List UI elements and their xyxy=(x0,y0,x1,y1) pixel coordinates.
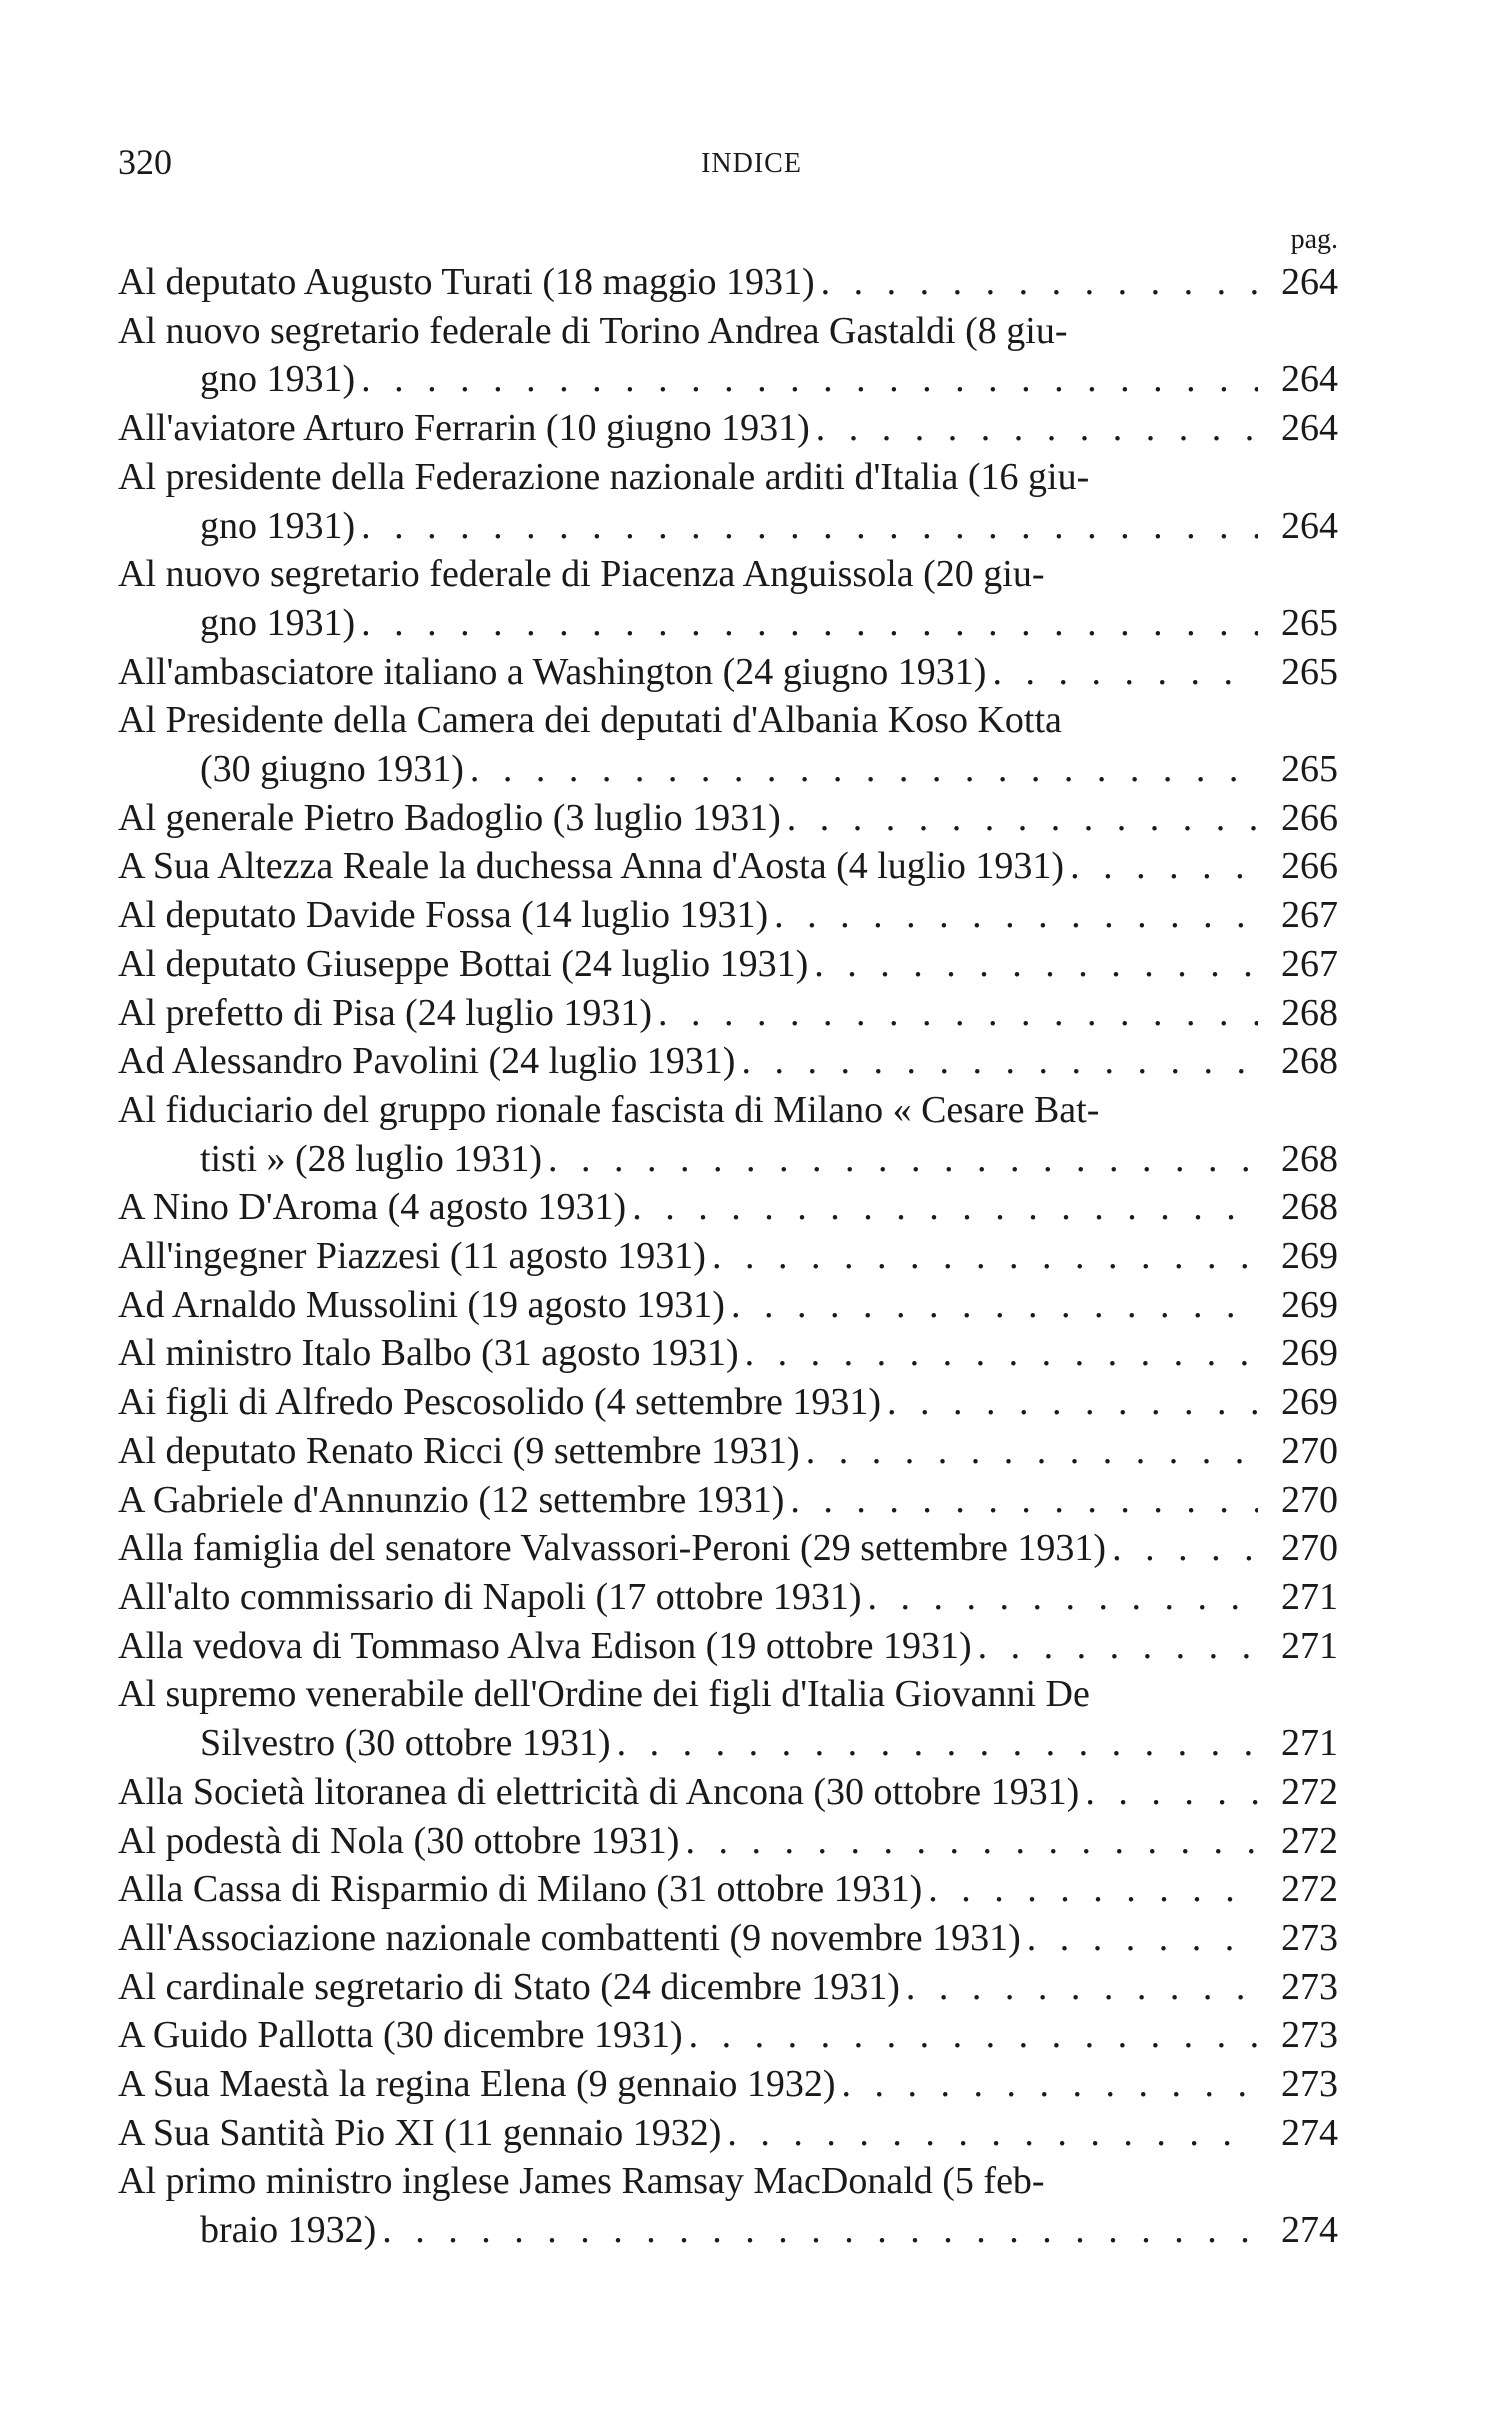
dot-leader xyxy=(548,1135,1258,1184)
index-entry-line xyxy=(118,1670,1338,1719)
index-entry-text: Al nuovo segretario federale di Torino Andrea Gastaldi (8 giu- xyxy=(118,309,1068,352)
index-entry-text: Alla famiglia del senatore Valvassori-Peroni (29 settembre 1931) xyxy=(118,1527,1107,1570)
index-entry xyxy=(118,1037,1338,1086)
index-entry-text: All'aviatore Arturo Ferrarin (10 giugno 1931) xyxy=(118,407,810,450)
index-entry-text: All'ambasciatore italiano a Washington (24 giugno 1931) xyxy=(118,650,987,693)
dot-leader xyxy=(821,258,1258,307)
dot-leader xyxy=(361,355,1258,404)
index-entry-page: 273 xyxy=(1281,2014,1338,2057)
index-entry-text: gno 1931) xyxy=(200,504,356,547)
index-entry-text: gno 1931) xyxy=(200,358,356,401)
index-entry-page: 270 xyxy=(1281,1429,1338,1472)
index-entry-text: Al primo ministro inglese James Ramsay MacDonald (5 feb- xyxy=(118,2160,1045,2203)
index-entry-line xyxy=(118,1865,1338,1914)
running-title: INDICE xyxy=(701,148,802,179)
index-entry xyxy=(118,1817,1338,1866)
index-entry-line xyxy=(118,2109,1338,2158)
index-entry-page: 268 xyxy=(1281,1137,1338,1180)
index-entry-line xyxy=(118,940,1338,989)
index-entry xyxy=(118,404,1338,453)
index-entry xyxy=(118,453,1338,550)
dot-leader xyxy=(1112,1524,1258,1573)
index-entry-text: All'Associazione nazionale combattenti (9 novembre 1931) xyxy=(118,1916,1021,1959)
index-entry-line xyxy=(118,1037,1338,1086)
index-entry-line xyxy=(118,307,1338,356)
page-number: 320 xyxy=(118,142,172,182)
index-entry-text: A Guido Pallotta (30 dicembre 1931) xyxy=(118,2014,683,2057)
index-entry xyxy=(118,794,1338,843)
index-entry-line xyxy=(118,1476,1338,1525)
index-entry xyxy=(118,307,1338,404)
dot-leader xyxy=(992,648,1258,697)
index-entry-line xyxy=(118,1281,1338,1330)
dot-leader xyxy=(906,1963,1258,2012)
index-entry-text: Al generale Pietro Badoglio (3 luglio 1931) xyxy=(118,796,781,839)
index-entry-text: Al deputato Augusto Turati (18 maggio 1931) xyxy=(118,261,815,303)
index-entry-page: 265 xyxy=(1281,601,1338,644)
index-entry xyxy=(118,1963,1338,2012)
index-entry-line xyxy=(118,453,1338,502)
dot-leader xyxy=(712,1232,1258,1281)
index-entry-line xyxy=(118,989,1338,1038)
index-entry xyxy=(118,891,1338,940)
index-entry xyxy=(118,989,1338,1038)
index-entry-text: All'alto commissario di Napoli (17 ottobre 1931) xyxy=(118,1575,862,1618)
index-entry-page: 273 xyxy=(1281,1965,1338,2008)
index-entry-line xyxy=(118,258,1338,307)
index-entry-page: 266 xyxy=(1281,845,1338,888)
dot-leader xyxy=(868,1573,1258,1622)
index-entry-page: 268 xyxy=(1281,991,1338,1034)
dot-leader xyxy=(617,1719,1258,1768)
index-entry-line xyxy=(118,1768,1338,1817)
dot-leader xyxy=(727,2109,1258,2158)
index-entry-text: Alla Società litoranea di elettricità di Ancona (30 ottobre 1931) xyxy=(118,1770,1080,1813)
index-entry-page: 270 xyxy=(1281,1527,1338,1570)
index-entry xyxy=(118,1476,1338,1525)
index-entry-page: 264 xyxy=(1281,358,1338,401)
index-entry-line xyxy=(118,1963,1338,2012)
index-entry-text: Ad Alessandro Pavolini (24 luglio 1931) xyxy=(118,1040,736,1083)
index-entry xyxy=(118,2011,1338,2060)
index-entry-page: 267 xyxy=(1281,942,1338,985)
index-entry-continuation xyxy=(118,502,1338,551)
index-entry-text: Al deputato Giuseppe Bottai (24 luglio 1931) xyxy=(118,942,809,985)
index-entry-line xyxy=(118,794,1338,843)
index-entry-page: 271 xyxy=(1281,1624,1338,1667)
index-entry-page: 272 xyxy=(1281,1868,1338,1911)
index-entry-text: Al deputato Davide Fossa (14 luglio 1931) xyxy=(118,894,769,937)
index-entry-page: 268 xyxy=(1281,1040,1338,1083)
index-entry-line xyxy=(118,2011,1338,2060)
dot-leader xyxy=(731,1281,1258,1330)
index-entry-text: A Sua Santità Pio XI (11 gennaio 1932) xyxy=(118,2111,722,2154)
index-entry xyxy=(118,1427,1338,1476)
index-entry-page: 269 xyxy=(1281,1283,1338,1326)
index-entry xyxy=(118,696,1338,793)
dot-leader xyxy=(741,1037,1258,1086)
index-entry-text: Al cardinale segretario di Stato (24 dicembre 1931) xyxy=(118,1965,900,2008)
index-entry xyxy=(118,842,1338,891)
index-entry-continuation xyxy=(118,355,1338,404)
dot-leader xyxy=(745,1329,1258,1378)
index-entry-line xyxy=(118,1573,1338,1622)
index-entry-line xyxy=(118,1232,1338,1281)
index-entry-line xyxy=(118,550,1338,599)
dot-leader xyxy=(632,1183,1258,1232)
dot-leader xyxy=(774,891,1258,940)
dot-leader xyxy=(658,989,1258,1038)
index-entry-text: Al presidente della Federazione nazionale arditi d'Italia (16 giu- xyxy=(118,455,1090,498)
dot-leader xyxy=(887,1378,1258,1427)
index-entry xyxy=(118,1183,1338,1232)
index-entry-text: A Sua Altezza Reale la duchessa Anna d'Aosta (4 luglio 1931) xyxy=(118,845,1065,888)
index-entry-text: Alla Cassa di Risparmio di Milano (31 ottobre 1931) xyxy=(118,1868,923,1911)
index-entry-text: Al fiduciario del gruppo rionale fascista di Milano « Cesare Bat- xyxy=(118,1088,1100,1131)
index-entry-page: 265 xyxy=(1281,650,1338,693)
dot-leader xyxy=(689,2011,1258,2060)
dot-leader xyxy=(842,2060,1258,2109)
index-entry-page: 274 xyxy=(1281,2209,1338,2252)
index-entry-page: 273 xyxy=(1281,2063,1338,2106)
index-entry-text: A Gabriele d'Annunzio (12 settembre 1931) xyxy=(118,1478,785,1521)
dot-leader xyxy=(361,599,1258,648)
index-entry xyxy=(118,2060,1338,2109)
index-entry-continuation xyxy=(118,2206,1338,2255)
index-entry xyxy=(118,2109,1338,2158)
index-entry-line xyxy=(118,1378,1338,1427)
index-entry-line xyxy=(118,1817,1338,1866)
index-entry-text: Al supremo venerabile dell'Ordine dei figli d'Italia Giovanni De xyxy=(118,1673,1090,1716)
index-entry xyxy=(118,1378,1338,1427)
index-entry-page: 266 xyxy=(1281,796,1338,839)
index-entry-line xyxy=(118,1524,1338,1573)
index-entry-page: 271 xyxy=(1281,1575,1338,1618)
index-entry-text: Ad Arnaldo Mussolini (19 agosto 1931) xyxy=(118,1283,725,1326)
index-entry-page: 268 xyxy=(1281,1186,1338,1229)
dot-leader xyxy=(685,1817,1258,1866)
index-entry xyxy=(118,1329,1338,1378)
dot-leader xyxy=(1085,1768,1258,1817)
index-entry xyxy=(118,550,1338,647)
index-entry-continuation xyxy=(118,1719,1338,1768)
index-entry xyxy=(118,940,1338,989)
page-column-label: pag. xyxy=(1290,224,1338,255)
index-entry xyxy=(118,1281,1338,1330)
index-entry xyxy=(118,1524,1338,1573)
index-entry-text: A Nino D'Aroma (4 agosto 1931) xyxy=(118,1186,627,1229)
dot-leader xyxy=(790,1476,1258,1525)
index-entry-text: braio 1932) xyxy=(200,2209,377,2252)
index-entry-line xyxy=(118,842,1338,891)
index-entry-text: (30 giugno 1931) xyxy=(200,748,464,791)
index-entry-page: 265 xyxy=(1281,748,1338,791)
index-entry-page: 272 xyxy=(1281,1770,1338,1813)
dot-leader xyxy=(470,745,1258,794)
index-entry-text: Al deputato Renato Ricci (9 settembre 1931) xyxy=(118,1429,800,1472)
index-entry-page: 269 xyxy=(1281,1235,1338,1278)
index-entry-page: 272 xyxy=(1281,1819,1338,1862)
index-entry-continuation xyxy=(118,1135,1338,1184)
dot-leader xyxy=(978,1622,1258,1671)
index-entry xyxy=(118,1573,1338,1622)
index-entry-text: Al ministro Italo Balbo (31 agosto 1931) xyxy=(118,1332,739,1375)
index-entry xyxy=(118,1865,1338,1914)
index-entry-line xyxy=(118,1086,1338,1135)
index-entry-page: 270 xyxy=(1281,1478,1338,1521)
index-entry-text: A Sua Maestà la regina Elena (9 gennaio 1932) xyxy=(118,2063,836,2106)
index-entry-line xyxy=(118,891,1338,940)
dot-leader xyxy=(806,1427,1258,1476)
index-entry-line xyxy=(118,648,1338,697)
index-entry xyxy=(118,1768,1338,1817)
index-entry-text: Al prefetto di Pisa (24 luglio 1931) xyxy=(118,991,653,1034)
index-entry-line xyxy=(118,1329,1338,1378)
index-entry xyxy=(118,258,1338,307)
index-entry xyxy=(118,648,1338,697)
index-entry-text: Alla vedova di Tommaso Alva Edison (19 ottobre 1931) xyxy=(118,1624,972,1667)
index-entry-continuation xyxy=(118,599,1338,648)
dot-leader xyxy=(814,940,1258,989)
index-entry-text: Al podestà di Nola (30 ottobre 1931) xyxy=(118,1819,680,1862)
index-entry-line xyxy=(118,2157,1338,2206)
index-entry xyxy=(118,1086,1338,1183)
index-entry-line xyxy=(118,696,1338,745)
dot-leader xyxy=(382,2206,1258,2255)
dot-leader xyxy=(928,1865,1258,1914)
index-entry-page: 269 xyxy=(1281,1332,1338,1375)
index-entry-text: All'ingegner Piazzesi (11 agosto 1931) xyxy=(118,1235,706,1278)
index-entry-line xyxy=(118,1427,1338,1476)
index-entry-page: 271 xyxy=(1281,1722,1338,1765)
index-entry xyxy=(118,2157,1338,2254)
dot-leader xyxy=(1070,842,1258,891)
index-entry-page: 264 xyxy=(1281,504,1338,547)
index-entry-text: gno 1931) xyxy=(200,601,356,644)
index-entry xyxy=(118,1914,1338,1963)
index-entry-page: 264 xyxy=(1281,261,1338,303)
index-entry-line xyxy=(118,1622,1338,1671)
dot-leader xyxy=(1027,1914,1258,1963)
index-list xyxy=(118,258,1338,2255)
dot-leader xyxy=(816,404,1258,453)
index-entry-line xyxy=(118,1183,1338,1232)
dot-leader xyxy=(361,502,1258,551)
index-entry-text: tisti » (28 luglio 1931) xyxy=(200,1137,542,1180)
index-entry-text: Silvestro (30 ottobre 1931) xyxy=(200,1722,611,1765)
index-entry-continuation xyxy=(118,745,1338,794)
index-entry-page: 267 xyxy=(1281,894,1338,937)
index-entry-text: Ai figli di Alfredo Pescosolido (4 settembre 1931) xyxy=(118,1381,882,1424)
index-entry-line xyxy=(118,2060,1338,2109)
index-entry-line xyxy=(118,404,1338,453)
index-entry-page: 269 xyxy=(1281,1381,1338,1424)
index-entry-page: 274 xyxy=(1281,2111,1338,2154)
index-entry xyxy=(118,1232,1338,1281)
index-entry xyxy=(118,1670,1338,1767)
index-entry-page: 273 xyxy=(1281,1916,1338,1959)
index-entry-line xyxy=(118,1914,1338,1963)
index-entry-page: 264 xyxy=(1281,407,1338,450)
index-entry-text: Al Presidente della Camera dei deputati d'Albania Koso Kotta xyxy=(118,699,1062,742)
dot-leader xyxy=(787,794,1258,843)
index-entry xyxy=(118,1622,1338,1671)
index-entry-text: Al nuovo segretario federale di Piacenza Anguissola (20 giu- xyxy=(118,553,1045,596)
